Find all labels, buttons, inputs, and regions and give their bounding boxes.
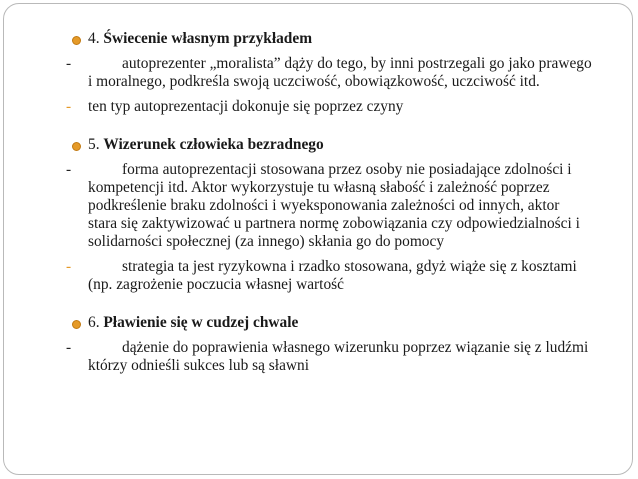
dash-marker: - (66, 339, 72, 356)
list-item (60, 258, 605, 294)
item-line: strategia ta jest ryzykowna i rzadko stosowana, gdyż wiąże się z kosztami (122, 258, 577, 275)
orange-dot-icon (72, 320, 81, 329)
orange-dot-icon (72, 142, 81, 151)
item-line: (np. zagrożenie poczucia własnej wartość (88, 276, 344, 293)
section-number: 4. (88, 30, 100, 47)
section-title: Pławienie się w cudzej chwale (103, 314, 299, 331)
dash-marker: - (66, 258, 72, 275)
section-title: Świecenie własnym przykładem (103, 30, 313, 47)
item-line: i moralnego, podkreśla swoją uczciwość, obowiązkowość, uczciwość itd. (88, 73, 540, 90)
orange-dot-icon (72, 36, 81, 45)
list-item (60, 161, 605, 251)
item-line: kompetencji itd. Aktor wykorzystuje tu własną słabość i zależność poprzez (88, 179, 550, 196)
section-heading-5 (60, 136, 605, 154)
slide-content (60, 30, 605, 375)
dash-marker: - (66, 98, 72, 115)
item-line: stara się zaktywizować u partnera normę zobowiązania czy odpowiedzialności i (88, 215, 580, 232)
section-heading-4 (60, 30, 605, 48)
item-line: ten typ autoprezentacji dokonuje się poprzez czyny (88, 98, 404, 115)
item-line: autoprezenter „moralista” dąży do tego, by inni postrzegali go jako prawego (122, 55, 592, 72)
list-item (60, 55, 605, 91)
section-number: 5. (88, 136, 100, 153)
dash-marker: - (66, 55, 72, 72)
dash-marker: - (66, 161, 72, 178)
section-number: 6. (88, 314, 100, 331)
list-item (60, 339, 605, 375)
item-line: podkreślenie braku zdolności i wyeksponowania zależności od innych, aktor (88, 197, 560, 214)
item-line: forma autoprezentacji stosowana przez osoby nie posiadające zdolności i (122, 161, 572, 178)
item-line: solidarności społecznej (za innego) skłania go do pomocy (88, 233, 445, 250)
section-heading-6 (60, 314, 605, 332)
list-item (60, 98, 605, 116)
item-line: którzy odnieśli sukces lub są sławni (88, 357, 309, 374)
item-line: dążenie do poprawienia własnego wizerunku poprzez wiązanie się z ludźmi (122, 339, 589, 356)
section-title: Wizerunek człowieka bezradnego (103, 136, 324, 153)
